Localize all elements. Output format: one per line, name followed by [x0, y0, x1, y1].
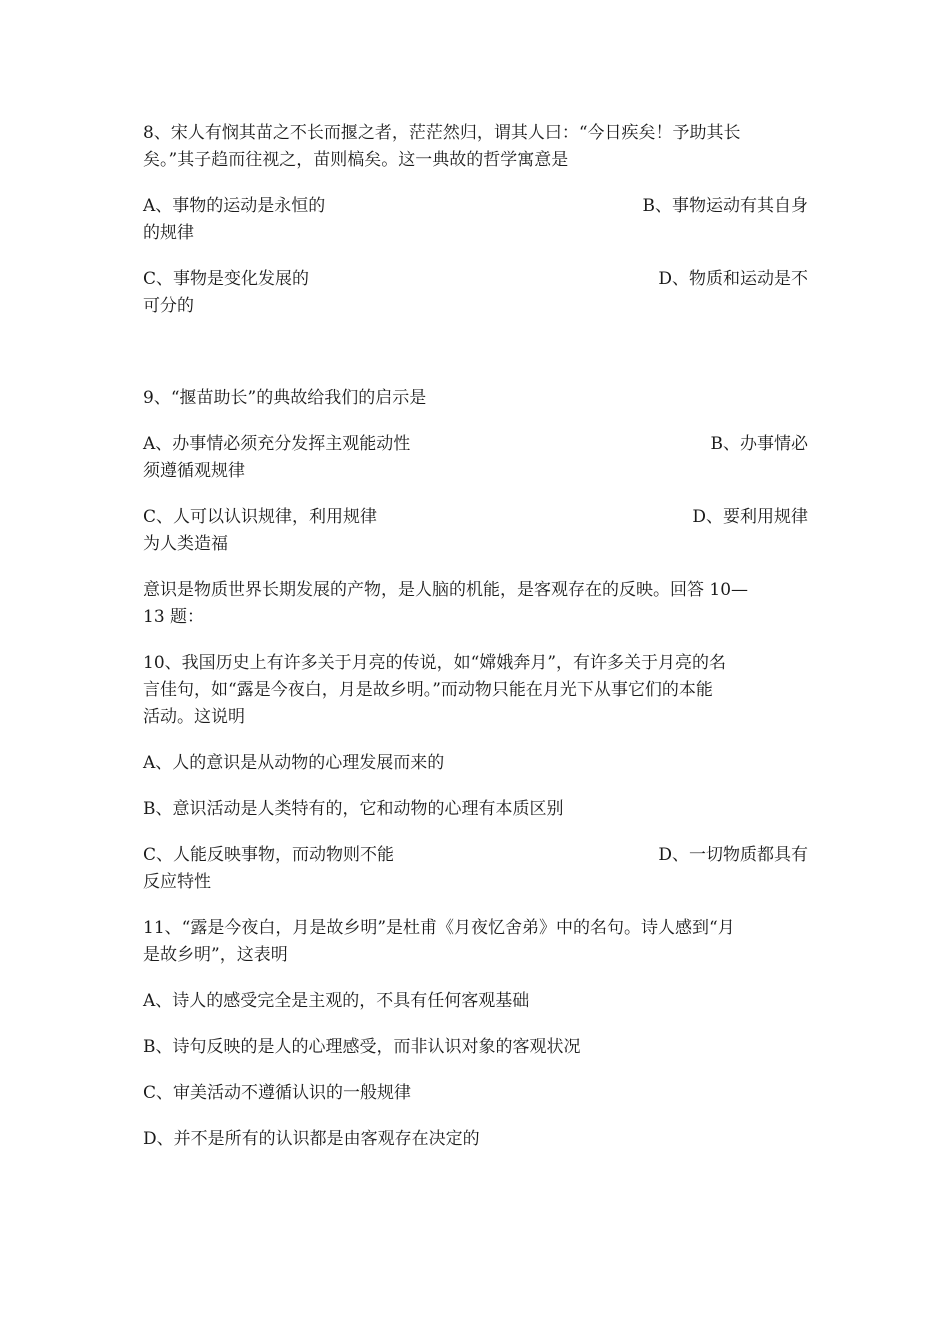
q8-stem-line-1: 8、宋人有悯其苗之不长而揠之者，茫茫然归，谓其人曰：“今日疾矣！予助其长: [143, 123, 741, 143]
q11-option-d-para: [143, 1126, 808, 1153]
q8-stem: [143, 120, 808, 174]
q9-options-cd: [143, 504, 808, 558]
q8-option-d-head: D、物质和运动是不: [658, 269, 808, 289]
q9-stem: [143, 385, 808, 412]
q10-option-d-head: D、一切物质都具有: [658, 845, 808, 865]
q11-stem-line-2: 是故乡明”，这表明: [143, 945, 288, 965]
q11-option-d: D、并不是所有的认识都是由客观存在决定的: [143, 1129, 480, 1149]
q8-option-b-tail: 的规律: [143, 223, 194, 243]
q8-option-a: A、事物的运动是永恒的: [143, 196, 326, 216]
intro-line-2: 13 题：: [143, 607, 205, 627]
q10-option-d-tail: 反应特性: [143, 872, 211, 892]
q8-option-c: C、事物是变化发展的: [143, 269, 310, 289]
q9-option-b-tail: 须遵循观规律: [143, 461, 245, 481]
q10-option-c: C、人能反映事物，而动物则不能: [143, 845, 395, 865]
q10-option-b: B、意识活动是人类特有的，它和动物的心理有本质区别: [143, 799, 564, 819]
q9-option-b-head: B、办事情必: [710, 434, 808, 454]
document-page: [143, 120, 808, 1172]
q11-stem: [143, 915, 808, 969]
q11-option-c: C、审美活动不遵循认识的一般规律: [143, 1083, 412, 1103]
q10-stem-line-2: 言佳句，如“露是今夜白，月是故乡明。”而动物只能在月光下从事它们的本能: [143, 680, 713, 700]
q10-stem-line-1: 10、我国历史上有许多关于月亮的传说，如“嫦娥奔月”，有许多关于月亮的名: [143, 653, 727, 673]
q8-stem-line-2: 矣。”其子趋而往视之，苗则槁矣。这一典故的哲学寓意是: [143, 150, 569, 170]
q11-stem-line-1: 11、“露是今夜白，月是故乡明”是杜甫《月夜忆舍弟》中的名句。诗人感到“月: [143, 918, 735, 938]
q11-option-c-para: [143, 1080, 808, 1107]
q11-option-b: B、诗句反映的是人的心理感受，而非认识对象的客观状况: [143, 1037, 581, 1057]
q10-option-a: A、人的意识是从动物的心理发展而来的: [143, 753, 445, 773]
q9-option-d-head: D、要利用规律: [692, 507, 808, 527]
q11-option-b-para: [143, 1034, 808, 1061]
q10-stem-line-3: 活动。这说明: [143, 707, 245, 727]
intro-line-1: 意识是物质世界长期发展的产物，是人脑的机能，是客观存在的反映。回答 10—: [143, 580, 749, 600]
q11-option-a: A、诗人的感受完全是主观的，不具有任何客观基础: [143, 991, 530, 1011]
q8-option-b-head: B、事物运动有其自身: [642, 196, 808, 216]
q8-options-cd: [143, 266, 808, 320]
section-intro: [143, 577, 808, 631]
q8-option-d-tail: 可分的: [143, 296, 194, 316]
q10-option-a-para: [143, 750, 808, 777]
q10-options-cd: [143, 842, 808, 896]
q9-stem-line: 9、“揠苗助长”的典故给我们的启示是: [143, 388, 427, 408]
q9-option-a: A、办事情必须充分发挥主观能动性: [143, 434, 411, 454]
q10-stem: [143, 650, 808, 731]
q8-options-ab: [143, 193, 808, 247]
q10-option-b-para: [143, 796, 808, 823]
q9-options-ab: [143, 431, 808, 485]
q11-option-a-para: [143, 988, 808, 1015]
q9-option-d-tail: 为人类造福: [143, 534, 228, 554]
q9-option-c: C、人可以认识规律，利用规律: [143, 507, 378, 527]
spacer: [143, 339, 808, 385]
